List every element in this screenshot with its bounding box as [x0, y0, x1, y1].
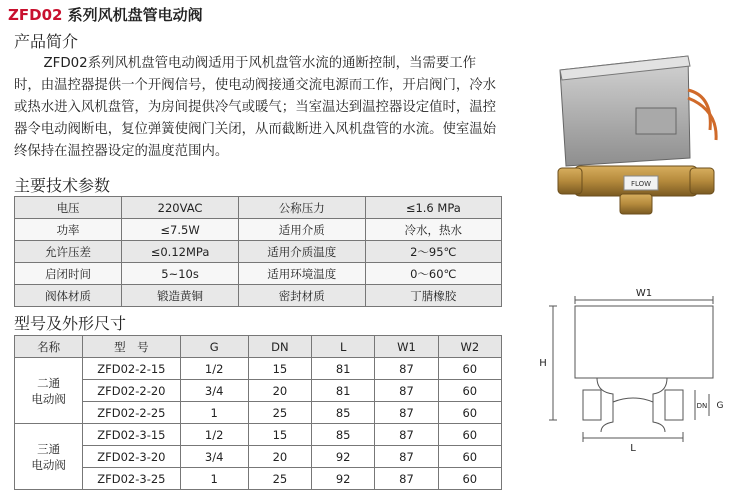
g-cell: 1	[180, 468, 248, 490]
g-label: G	[716, 401, 724, 411]
column-header: W1	[375, 336, 438, 358]
spec-value: 0～60℃	[365, 263, 501, 285]
spec-value: 锻造黄铜	[122, 285, 239, 307]
group-name-line2: 电动阀	[31, 391, 66, 406]
model-heading: 型号及外形尺寸	[14, 314, 127, 333]
valve-curve	[613, 398, 653, 402]
spec-value: 丁腈橡胶	[365, 285, 501, 307]
spec-value: 冷水，热水	[365, 219, 501, 241]
model-cell: ZFD02-3-20	[83, 446, 180, 468]
model-cell: ZFD02-3-25	[83, 468, 180, 490]
table-row	[15, 197, 502, 219]
port-right	[665, 390, 683, 420]
w2-cell: 60	[438, 446, 501, 468]
table-row	[15, 424, 502, 446]
l-cell: 85	[312, 402, 375, 424]
product-photo	[548, 48, 728, 218]
g-cell: 3/4	[180, 446, 248, 468]
model-cell: ZFD02-2-20	[83, 380, 180, 402]
group-name-line1: 二通	[37, 375, 61, 390]
w2-cell: 60	[438, 402, 501, 424]
g-cell: 3/4	[180, 380, 248, 402]
table-row	[15, 380, 502, 402]
intro-paragraph: ZFD02系列风机盘管电动阀适用于风机盘管水流的通断控制，当需要工作时，由温控器提供一个开阀信号，使电动阀接通交流电源而工作，开启阀门，冷水或热水进入风机盘管，为房间提供冷气或暖气；当室温达到温控器设定值时，温控器令电动阀断电，复位弹簧使阀门关闭，从而截断进入风机盘管的水流。使室温始终保持在温控器设定的温度范围内。	[14, 56, 497, 159]
spec-label: 适用介质	[239, 219, 366, 241]
table-row	[15, 446, 502, 468]
w2-cell: 60	[438, 358, 501, 380]
valve-outline-left	[597, 378, 613, 432]
dn-cell: 20	[248, 380, 311, 402]
spec-label: 适用环境温度	[239, 263, 366, 285]
spec-value: 5~10s	[122, 263, 239, 285]
g-cell: 1/2	[180, 358, 248, 380]
column-header: W2	[438, 336, 501, 358]
port-left	[583, 390, 601, 420]
dn-cell: 15	[248, 358, 311, 380]
column-header: L	[312, 336, 375, 358]
w1-cell: 87	[375, 358, 438, 380]
dimension-drawing	[527, 282, 727, 457]
g-cell: 1	[180, 402, 248, 424]
l-cell: 85	[312, 424, 375, 446]
spec-value: 2～95℃	[365, 241, 501, 263]
w1-cell: 87	[375, 402, 438, 424]
model-cell: ZFD02-2-15	[83, 358, 180, 380]
product-name: 系列风机盘管电动阀	[62, 6, 203, 24]
intro-heading: 产品简介	[14, 32, 79, 51]
spec-label: 功率	[15, 219, 122, 241]
group-name	[15, 358, 83, 424]
l-label: L	[630, 443, 636, 454]
w1-cell: 87	[375, 380, 438, 402]
l-cell: 92	[312, 446, 375, 468]
outlet-port	[690, 168, 714, 194]
spec-label: 适用介质温度	[239, 241, 366, 263]
group-name	[15, 424, 83, 490]
w2-cell: 60	[438, 380, 501, 402]
group-name-line1: 三通	[37, 441, 61, 456]
actuator-outline	[575, 306, 713, 378]
cover-label	[636, 108, 676, 134]
spec-heading: 主要技术参数	[14, 176, 111, 195]
model-cell: ZFD02-2-25	[83, 402, 180, 424]
flow-label: FLOW	[630, 180, 652, 188]
dn-cell: 25	[248, 402, 311, 424]
table-row	[15, 468, 502, 490]
l-cell: 81	[312, 380, 375, 402]
wire	[688, 98, 716, 140]
spec-label: 密封材质	[239, 285, 366, 307]
l-cell: 81	[312, 358, 375, 380]
model-table	[14, 335, 502, 490]
w2-cell: 60	[438, 468, 501, 490]
table-row	[15, 402, 502, 424]
spec-value: 220VAC	[122, 197, 239, 219]
dn-cell: 15	[248, 424, 311, 446]
page-title	[8, 4, 203, 25]
spec-value: ≤7.5W	[122, 219, 239, 241]
spec-label: 公称压力	[239, 197, 366, 219]
g-cell: 1/2	[180, 424, 248, 446]
h-label: H	[539, 358, 547, 369]
column-header: G	[180, 336, 248, 358]
column-header: 名称	[15, 336, 83, 358]
table-row	[15, 263, 502, 285]
dn-cell: 25	[248, 468, 311, 490]
spec-table	[14, 196, 502, 307]
dn-cell: 20	[248, 446, 311, 468]
w1-cell: 87	[375, 468, 438, 490]
spec-value: ≤0.12MPa	[122, 241, 239, 263]
column-header: 型 号	[83, 336, 180, 358]
l-cell: 92	[312, 468, 375, 490]
table-row	[15, 241, 502, 263]
spec-value: ≤1.6 MPa	[365, 197, 501, 219]
model-cell: ZFD02-3-15	[83, 424, 180, 446]
spec-label: 阀体材质	[15, 285, 122, 307]
w2-cell: 60	[438, 424, 501, 446]
inlet-port	[558, 168, 582, 194]
bottom-port	[620, 194, 652, 214]
table-header-row	[15, 336, 502, 358]
table-row	[15, 358, 502, 380]
spec-label: 电压	[15, 197, 122, 219]
dn-label: DN	[696, 402, 708, 410]
column-header: DN	[248, 336, 311, 358]
w1-cell: 87	[375, 446, 438, 468]
intro-block	[14, 53, 502, 163]
w1-label: W1	[635, 288, 653, 299]
table-row	[15, 219, 502, 241]
w1-cell: 87	[375, 424, 438, 446]
product-code: ZFD02	[8, 6, 63, 24]
spec-label: 允许压差	[15, 241, 122, 263]
table-row	[15, 285, 502, 307]
group-name-line2: 电动阀	[31, 457, 66, 472]
spec-label: 启闭时间	[15, 263, 122, 285]
